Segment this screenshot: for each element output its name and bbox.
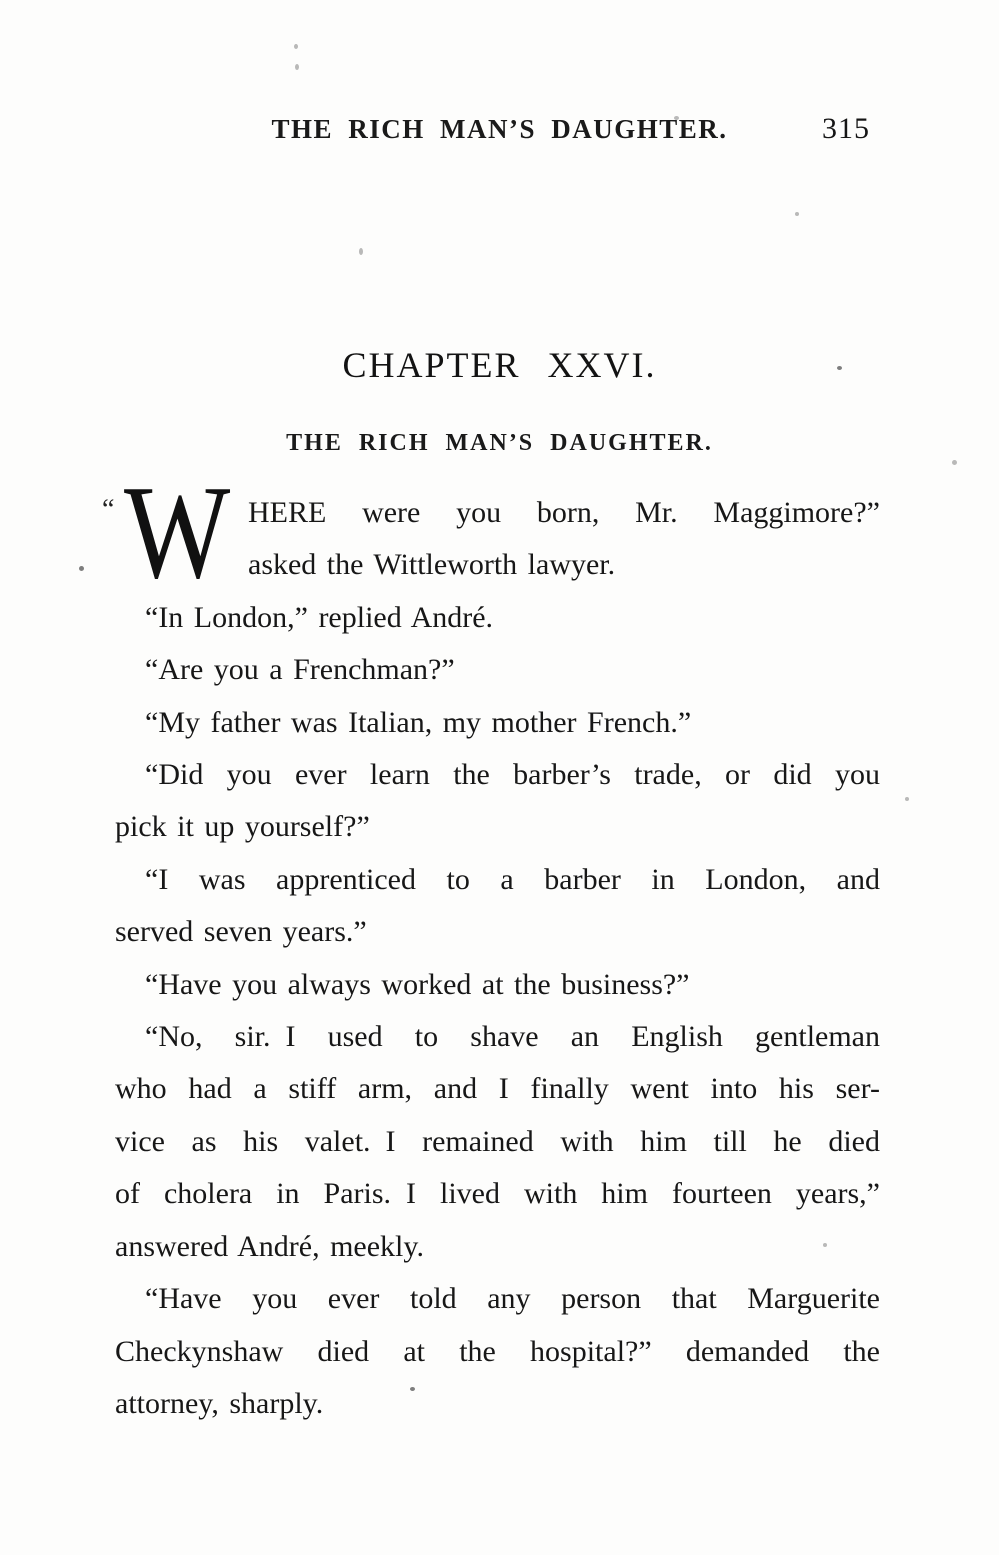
body-line: attorney, sharply. bbox=[115, 1386, 324, 1420]
body-text bbox=[115, 458, 880, 1430]
paragraph bbox=[115, 458, 880, 606]
drop-cap-letter: W bbox=[124, 458, 231, 606]
body-line: “In London,” replied André. bbox=[145, 600, 494, 634]
body-line: pick it up yourself?” bbox=[115, 810, 370, 844]
body-line: “No, sir. I used to shave an English gentleman bbox=[145, 1020, 880, 1054]
paragraph bbox=[115, 592, 880, 644]
body-line: “Did you ever learn the barber’s trade, or did you bbox=[145, 758, 880, 792]
scan-speck bbox=[294, 44, 298, 49]
scan-speck bbox=[952, 460, 957, 465]
body-line: “Have you ever told any person that Marguerite bbox=[145, 1282, 880, 1316]
body-line: Checkynshaw died at the hospital?” demanded the bbox=[115, 1334, 880, 1368]
body-line: served seven years.” bbox=[115, 915, 367, 949]
drop-cap-open-quote: “ bbox=[102, 494, 115, 525]
running-head: THE RICH MAN’S DAUGHTER. bbox=[271, 114, 728, 144]
scan-speck bbox=[79, 566, 84, 571]
body-line: HERE were you born, Mr. Maggimore?” bbox=[248, 496, 880, 529]
scan-speck bbox=[837, 366, 842, 370]
chapter-title: CHAPTER XXVI. bbox=[342, 345, 657, 385]
scan-speck bbox=[359, 248, 363, 255]
body-line: who had a stiff arm, and I finally went into his ser- bbox=[115, 1072, 880, 1106]
running-head-row bbox=[0, 114, 999, 148]
paragraph bbox=[115, 644, 880, 696]
scan-speck bbox=[410, 1387, 415, 1391]
scan-speck bbox=[295, 64, 299, 70]
scan-speck bbox=[823, 1243, 827, 1247]
page-number: 315 bbox=[822, 112, 870, 145]
paragraph bbox=[115, 749, 880, 854]
body-line: asked the Wittleworth lawyer. bbox=[248, 548, 616, 582]
paragraph bbox=[115, 1273, 880, 1430]
body-line: “Are you a Frenchman?” bbox=[145, 653, 455, 687]
body-line: answered André, meekly. bbox=[115, 1229, 424, 1263]
chapter-subtitle: THE RICH MAN’S DAUGHTER. bbox=[286, 430, 713, 456]
body-line: “My father was Italian, my mother French.” bbox=[145, 705, 692, 739]
scan-speck bbox=[795, 212, 799, 216]
paragraph bbox=[115, 854, 880, 959]
scan-speck bbox=[674, 116, 679, 120]
scan-speck bbox=[905, 797, 909, 801]
paragraph bbox=[115, 1011, 880, 1273]
paragraph bbox=[115, 697, 880, 749]
paragraph bbox=[115, 959, 880, 1011]
body-line: vice as his valet. I remained with him till he died bbox=[115, 1124, 880, 1158]
body-line: “Have you always worked at the business?” bbox=[145, 967, 690, 1001]
body-line: “I was apprenticed to a barber in London, and bbox=[145, 862, 880, 896]
body-line: of cholera in Paris. I lived with him fourteen years,” bbox=[115, 1177, 880, 1211]
